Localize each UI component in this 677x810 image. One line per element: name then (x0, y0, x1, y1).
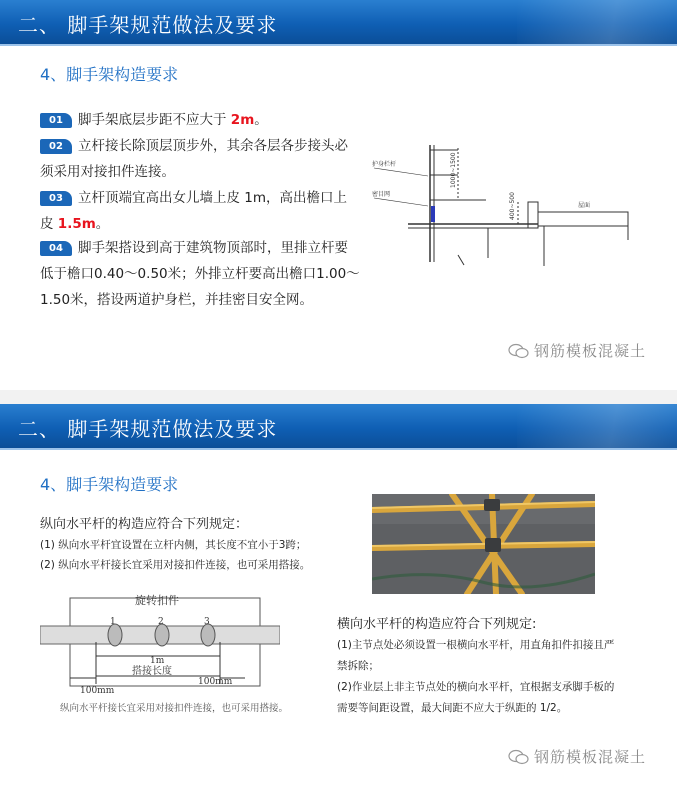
right-dim: 100mm (198, 677, 233, 687)
wechat-icon (508, 343, 530, 359)
left-rule-2: (2) 纵向水平杆接长宜采用对接扣件连接，也可采用搭接。 (40, 559, 311, 571)
slide-gap (0, 390, 677, 404)
header-stripe (517, 0, 677, 44)
clamp-2: 2 (158, 617, 164, 627)
header-title: 二、 脚手架规范做法及要求 (18, 417, 278, 441)
rule-text: 脚手架搭设到高于建筑物顶部时，里排立杆要低于檐口0.40～0.50米；外排立杆要高出檐口1.00～1.50米，搭设两道护身栏，并挂密目安全网。 (40, 240, 360, 308)
rule-item-04 (40, 235, 360, 313)
right-rule-2: (2)作业层上非主节点处的横向水平杆，宜根据支承脚手板的需要等间距设置，最大间距不应大于纵距的 1/2。 (337, 681, 615, 714)
rule-text: 立杆接长除顶层顶步外，其余各层各步接头必须采用对接扣件连接。 (40, 138, 348, 180)
header-title: 二、 脚手架规范做法及要求 (18, 13, 278, 37)
scaffold-photo-art (372, 494, 595, 594)
clamp-3: 3 (204, 617, 210, 627)
rule-badge: 02 (40, 139, 72, 154)
slide-header (0, 0, 677, 44)
header-stripe (517, 404, 677, 448)
rule-item-02 (40, 133, 360, 185)
rule-text: 立杆顶端宜高出女儿墙上皮 1m，高出檐口上皮 (40, 190, 348, 232)
lap-length: 搭接长度 (132, 666, 172, 677)
section-title: 4、脚手架构造要求 (40, 475, 179, 494)
rule-after: 。 (95, 216, 110, 232)
right-rule-1: (1)主节点处必须设置一根横向水平杆，用直角扣件扣接且严禁拆除； (337, 639, 615, 672)
section-title: 4、脚手架构造要求 (40, 65, 179, 84)
label-net: 密目网 (372, 191, 391, 198)
clamp-1: 1 (110, 617, 116, 627)
watermark (508, 746, 646, 767)
slide-header (0, 404, 677, 448)
rule-highlight: 2m (230, 112, 255, 128)
wechat-icon (508, 749, 530, 765)
header-underline (0, 44, 677, 46)
left-rule-1: (1) 纵向水平杆宜设置在立杆内侧，其长度不宜小于3跨； (40, 539, 307, 551)
header-underline (0, 448, 677, 450)
dim-top: 1000~1500 (450, 152, 457, 188)
left-heading: 纵向水平杆的构造应符合下列规定： (40, 517, 249, 532)
watermark (508, 340, 646, 361)
net-marker (431, 206, 435, 222)
rule-highlight: 1.5m (57, 216, 96, 232)
rule-item-03 (40, 185, 360, 237)
dim-low: 400~500 (509, 192, 516, 220)
rule-badge: 04 (40, 241, 72, 256)
slide-2 (0, 404, 677, 810)
rule-after: 。 (254, 112, 268, 128)
diagram-caption: 纵向水平杆接长宜采用对接扣件连接，也可采用搭接。 (60, 703, 289, 714)
scaffold-photo (372, 494, 595, 594)
rule-item-01 (40, 107, 360, 133)
len-1m: 1m (150, 656, 165, 666)
parapet-diagram (368, 140, 638, 270)
lap-joint-diagram (40, 590, 280, 700)
watermark-text: 钢筋模板混凝土 (534, 748, 647, 766)
left-dim: 100mm (80, 686, 115, 696)
watermark-text: 钢筋模板混凝土 (534, 342, 647, 360)
rule-badge: 01 (40, 113, 72, 128)
roof-label: 屋面 (578, 202, 591, 209)
slide-1 (0, 0, 677, 390)
label-guard: 护身栏杆 (372, 161, 397, 168)
right-heading: 横向水平杆的构造应符合下列规定: (337, 617, 537, 632)
rule-badge: 03 (40, 191, 72, 206)
rule-text: 脚手架底层步距不应大于 (78, 112, 231, 128)
clamp-label: 旋转扣件 (135, 594, 179, 607)
